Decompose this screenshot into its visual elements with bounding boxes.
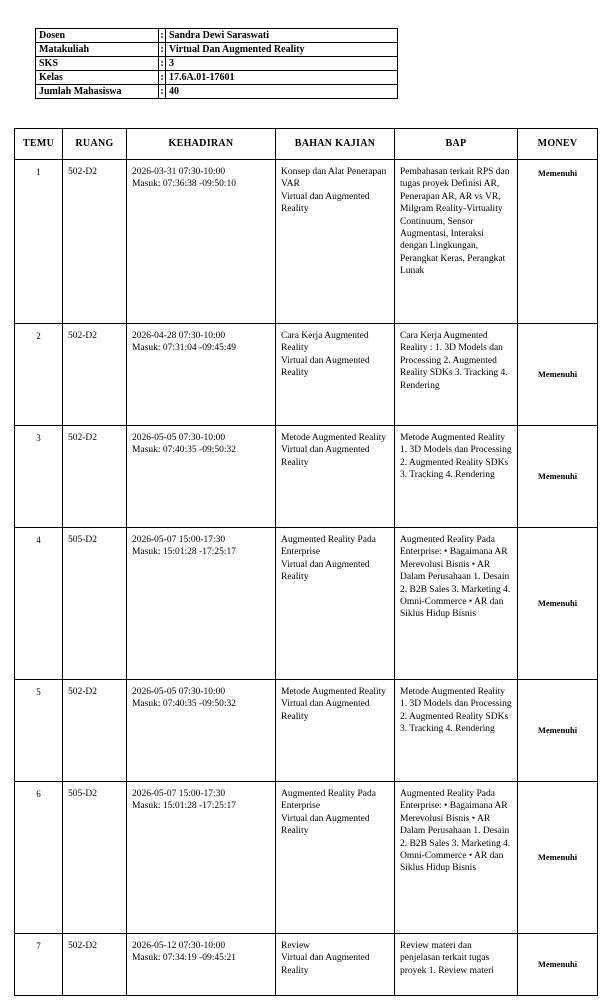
topic-text: Augmented Reality Pada Enterprise	[281, 789, 376, 812]
check-in-time: Masuk: 15:01:28 -17:25:17	[132, 547, 236, 558]
check-in-time: Masuk: 07:36:38 -09:50:10	[132, 179, 236, 190]
attendance-table	[14, 128, 598, 996]
ruang-cell: 502-D2	[63, 426, 127, 528]
course-text: Virtual dan Augmented Reality	[281, 559, 370, 583]
kehadiran-cell	[127, 528, 276, 680]
header-kehadiran: KEHADIRAN	[127, 129, 276, 160]
topic-text: Review	[281, 941, 311, 951]
check-in-time: Masuk: 07:34:19 -09:45:21	[132, 953, 236, 964]
bahan-kajian-cell	[276, 782, 395, 934]
schedule-time: 2026-05-12 07:30-10:00	[132, 941, 226, 951]
header-temu: TEMU	[15, 129, 63, 160]
kehadiran-cell	[127, 680, 276, 782]
table-header-row	[15, 129, 598, 160]
bap-cell: Augmented Reality Pada Enterprise: • Bagaimana AR Merevolusi Bisnis • AR Dalam Perusahaan 1. Desain 2. B2B Sales 3. Marketing 4. Omni-Commerce • AR dan Siklus Hidup Bisnis	[395, 782, 518, 934]
bahan-kajian-cell	[276, 528, 395, 680]
table-row	[15, 160, 598, 324]
bap-cell: Augmented Reality Pada Enterprise: • Bagaimana AR Merevolusi Bisnis • AR Dalam Perusahaan 1. Desain 2. B2B Sales 3. Marketing 4. Omni-Commerce • AR dan Siklus Hidup Bisnis	[395, 528, 518, 680]
bap-cell: Review materi dan penjelasan terkait tugas proyek 1. Review materi	[395, 934, 518, 996]
temu-cell: 3	[15, 426, 63, 528]
topic-text: Augmented Reality Pada Enterprise	[281, 535, 376, 558]
kehadiran-cell	[127, 160, 276, 324]
ruang-cell: 502-D2	[63, 934, 127, 996]
bap-cell: Cara Kerja Augmented Reality : 1. 3D Models dan Processing 2. Augmented Reality SDKs 3. Tracking 4. Rendering	[395, 324, 518, 426]
bap-cell: Pembahasan terkait RPS dan tugas proyek Definisi AR, Penerapan AR, AR vs VR, Milgram Reality-Virtuality Continuum, Sensor Augmentasi, Interaksi dengan Lingkungan, Perangkat Keras, Perangkat Lunak	[395, 160, 518, 324]
bahan-kajian-cell	[276, 324, 395, 426]
kehadiran-cell	[127, 782, 276, 934]
info-label: Jumlah Mahasiswa	[36, 85, 159, 99]
bahan-kajian-cell	[276, 426, 395, 528]
info-separator: :	[160, 43, 164, 55]
info-label: Kelas	[36, 71, 159, 85]
info-row-dosen	[36, 29, 398, 43]
schedule-time: 2026-05-05 07:30-10:00	[132, 433, 226, 443]
info-value: Virtual Dan Augmented Reality	[166, 43, 398, 57]
temu-cell: 5	[15, 680, 63, 782]
monev-cell: Memenuhi	[518, 160, 598, 324]
ruang-cell: 505-D2	[63, 528, 127, 680]
course-text: Virtual dan Augmented Reality	[281, 191, 370, 215]
check-in-time: Masuk: 07:40:35 -09:50:32	[132, 699, 236, 710]
kehadiran-cell	[127, 324, 276, 426]
info-row-kelas	[36, 71, 398, 85]
info-value: 40	[166, 85, 398, 99]
course-text: Virtual dan Augmented Reality	[281, 953, 370, 976]
topic-text: Konsep dan Alat Penerapan VAR	[281, 167, 387, 190]
schedule-time: 2026-04-28 07:30-10:00	[132, 331, 226, 341]
info-separator: :	[160, 85, 164, 97]
header-bap: BAP	[395, 129, 518, 160]
monev-cell: Memenuhi	[518, 680, 598, 782]
table-row	[15, 782, 598, 934]
temu-cell: 7	[15, 934, 63, 996]
ruang-cell: 505-D2	[63, 782, 127, 934]
info-row-matakuliah	[36, 43, 398, 57]
table-row	[15, 680, 598, 782]
monev-cell: Memenuhi	[518, 528, 598, 680]
topic-text: Cara Kerja Augmented Reality	[281, 331, 369, 354]
table-row	[15, 528, 598, 680]
info-label: Dosen	[36, 29, 159, 43]
temu-cell: 2	[15, 324, 63, 426]
info-value: 17.6A.01-17601	[166, 71, 398, 85]
info-separator: :	[160, 71, 164, 83]
bap-cell: Metode Augmented Reality 1. 3D Models dan Processing 2. Augmented Reality SDKs 3. Tracking 4. Rendering	[395, 680, 518, 782]
schedule-time: 2026-03-31 07:30-10:00	[132, 167, 226, 177]
bahan-kajian-cell	[276, 934, 395, 996]
kehadiran-cell	[127, 426, 276, 528]
ruang-cell: 502-D2	[63, 680, 127, 782]
header-monev: MONEV	[518, 129, 598, 160]
monev-cell: Memenuhi	[518, 426, 598, 528]
course-text: Virtual dan Augmented Reality	[281, 355, 370, 379]
table-row	[15, 324, 598, 426]
info-row-jumlah-mahasiswa	[36, 85, 398, 99]
ruang-cell: 502-D2	[63, 324, 127, 426]
schedule-time: 2026-05-07 15:00-17:30	[132, 789, 226, 799]
monev-cell: Memenuhi	[518, 782, 598, 934]
course-text: Virtual dan Augmented Reality	[281, 699, 370, 722]
topic-text: Metode Augmented Reality	[281, 687, 387, 697]
temu-cell: 6	[15, 782, 63, 934]
temu-cell: 4	[15, 528, 63, 680]
schedule-time: 2026-05-07 15:00-17:30	[132, 535, 226, 545]
info-value: Sandra Dewi Saraswati	[166, 29, 398, 43]
info-separator: :	[160, 57, 164, 69]
bahan-kajian-cell	[276, 160, 395, 324]
course-text: Virtual dan Augmented Reality	[281, 813, 370, 837]
info-label: SKS	[36, 57, 159, 71]
info-label: Matakuliah	[36, 43, 159, 57]
table-row	[15, 934, 598, 996]
kehadiran-cell	[127, 934, 276, 996]
header-bahan-kajian: BAHAN KAJIAN	[276, 129, 395, 160]
course-info-table	[35, 28, 398, 99]
header-ruang: RUANG	[63, 129, 127, 160]
table-row	[15, 426, 598, 528]
info-row-sks	[36, 57, 398, 71]
check-in-time: Masuk: 07:40:35 -09:50:32	[132, 445, 236, 456]
check-in-time: Masuk: 07:31:04 -09:45:49	[132, 343, 236, 354]
course-text: Virtual dan Augmented Reality	[281, 445, 370, 468]
topic-text: Metode Augmented Reality	[281, 433, 387, 443]
monev-cell: Memenuhi	[518, 324, 598, 426]
ruang-cell: 502-D2	[63, 160, 127, 324]
info-separator: :	[160, 29, 164, 41]
bahan-kajian-cell	[276, 680, 395, 782]
check-in-time: Masuk: 15:01:28 -17:25:17	[132, 801, 236, 812]
info-value: 3	[166, 57, 398, 71]
schedule-time: 2026-05-05 07:30-10:00	[132, 687, 226, 697]
bap-cell: Metode Augmented Reality 1. 3D Models dan Processing 2. Augmented Reality SDKs 3. Tracking 4. Rendering	[395, 426, 518, 528]
monev-cell: Memenuhi	[518, 934, 598, 996]
temu-cell: 1	[15, 160, 63, 324]
